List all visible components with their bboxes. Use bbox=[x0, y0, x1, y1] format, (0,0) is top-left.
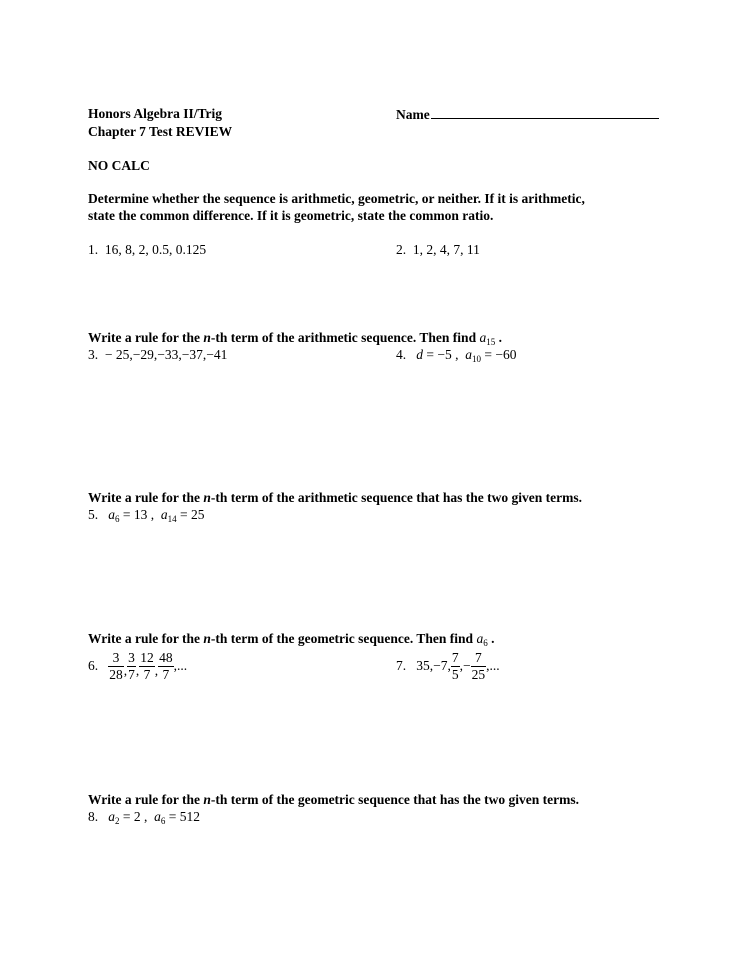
q8-term2-var: a bbox=[154, 809, 161, 824]
q7-ellipsis: ,... bbox=[486, 658, 500, 673]
question-4 bbox=[396, 347, 516, 364]
section2-instr-part2: -th term of the arithmetic sequence. Then find bbox=[210, 330, 480, 345]
section4-find-sub: 6 bbox=[483, 638, 488, 648]
section3-instr-n: n bbox=[203, 490, 211, 505]
q6-f2-denominator: 7 bbox=[128, 666, 135, 682]
section2-instruction bbox=[88, 330, 502, 347]
q5-term1-sub: 6 bbox=[115, 514, 120, 524]
section1-instruction-line1: Determine whether the sequence is arithmetic, geometric, or neither. If it is arithmetic, bbox=[88, 191, 585, 206]
name-label: Name bbox=[396, 107, 430, 122]
course-title: Honors Algebra II/Trig bbox=[88, 106, 223, 121]
q7-leading-terms: 35,−7, bbox=[416, 658, 451, 673]
q5-term2-var: a bbox=[160, 507, 168, 522]
section2-instr-end: . bbox=[495, 330, 502, 345]
q5-term2-value: = 25 bbox=[176, 507, 205, 522]
q1-number: 1. bbox=[88, 242, 99, 257]
q6-f1-numerator: 3 bbox=[108, 651, 124, 667]
q7-fraction-2 bbox=[471, 651, 487, 681]
calc-note: NO CALC bbox=[88, 158, 150, 173]
q8-term1-sub: 2 bbox=[115, 816, 120, 826]
q8-term1-var: a bbox=[108, 809, 115, 824]
section4-instr-end: . bbox=[487, 631, 495, 646]
q6-comma-3: , bbox=[154, 663, 159, 679]
q7-middle-sep: ,− bbox=[459, 658, 471, 673]
q4-number: 4. bbox=[396, 347, 407, 362]
q1-sequence: 16, 8, 2, 0.5, 0.125 bbox=[104, 242, 207, 257]
section4-instruction bbox=[88, 631, 494, 648]
q6-ellipsis: ,... bbox=[173, 658, 188, 673]
question-6 bbox=[88, 651, 187, 681]
question-8 bbox=[88, 809, 200, 826]
q6-f4-denominator: 7 bbox=[162, 666, 170, 682]
q4-d-var: d bbox=[416, 347, 423, 362]
section4-find-var: a bbox=[476, 631, 484, 646]
q3-sequence: − 25,−29,−33,−37,−41 bbox=[104, 347, 228, 362]
q6-f3-denominator: 7 bbox=[143, 666, 151, 682]
q7-f1-denominator: 5 bbox=[451, 666, 459, 682]
q5-term2-sub: 14 bbox=[167, 514, 177, 524]
q6-comma-1: , bbox=[123, 663, 128, 679]
q6-fraction-2 bbox=[127, 651, 136, 681]
section3-instr-part2: -th term of the arithmetic sequence that has the two given terms. bbox=[210, 490, 583, 505]
section1-instruction-line2: state the common difference. If it is geometric, state the common ratio. bbox=[88, 208, 494, 223]
q7-fraction-1 bbox=[451, 651, 460, 681]
q7-number: 7. bbox=[396, 658, 407, 673]
q4-a-sub: 10 bbox=[471, 354, 481, 364]
q7-f1-numerator: 7 bbox=[451, 650, 459, 665]
q6-comma-2: , bbox=[135, 663, 140, 679]
section2-find-sub: 15 bbox=[486, 337, 496, 347]
question-3 bbox=[88, 347, 227, 363]
q5-term1-var: a bbox=[108, 507, 115, 522]
question-2 bbox=[396, 242, 480, 258]
section5-instr-n: n bbox=[203, 792, 211, 807]
q6-f2-numerator: 3 bbox=[128, 650, 135, 665]
q2-number: 2. bbox=[396, 242, 407, 257]
q5-number: 5. bbox=[88, 507, 99, 522]
q6-number: 6. bbox=[88, 658, 99, 673]
q4-a-var: a bbox=[465, 347, 472, 362]
q8-term2-value: = 512 bbox=[165, 809, 200, 824]
section4-instr-n: n bbox=[203, 631, 211, 646]
section4-instr-part1: Write a rule for the bbox=[88, 631, 204, 646]
question-1 bbox=[88, 242, 206, 258]
question-5 bbox=[88, 507, 205, 524]
q6-fraction-4 bbox=[158, 651, 174, 681]
q7-f2-numerator: 7 bbox=[471, 651, 487, 667]
section2-instr-part1: Write a rule for the bbox=[88, 330, 204, 345]
q8-number: 8. bbox=[88, 809, 99, 824]
section5-instruction bbox=[88, 792, 579, 808]
q3-number: 3. bbox=[88, 347, 99, 362]
name-blank-line[interactable] bbox=[431, 106, 659, 119]
q5-term1-value: = 13 , bbox=[119, 507, 155, 522]
section3-instruction bbox=[88, 490, 582, 506]
section2-find-var: a bbox=[479, 330, 487, 345]
q4-a-value: = −60 bbox=[480, 347, 517, 362]
q6-f1-denominator: 28 bbox=[109, 666, 123, 682]
section5-instr-part1: Write a rule for the bbox=[88, 792, 204, 807]
q2-sequence: 1, 2, 4, 7, 11 bbox=[412, 242, 480, 257]
section3-instr-part1: Write a rule for the bbox=[88, 490, 204, 505]
q7-f2-denominator: 25 bbox=[471, 666, 486, 682]
q6-f4-numerator: 48 bbox=[159, 650, 173, 665]
name-field[interactable] bbox=[396, 106, 659, 123]
section2-instr-n: n bbox=[203, 330, 211, 345]
q6-f3-numerator: 12 bbox=[140, 650, 154, 665]
chapter-title: Chapter 7 Test REVIEW bbox=[88, 124, 233, 139]
q4-d-value: = −5 , bbox=[423, 347, 459, 362]
q8-term1-value: = 2 , bbox=[119, 809, 148, 824]
q6-fraction-1 bbox=[108, 651, 124, 681]
section5-instr-part2: -th term of the geometric sequence that has the two given terms. bbox=[210, 792, 580, 807]
q8-term2-sub: 6 bbox=[160, 816, 166, 826]
section4-instr-part2: -th term of the geometric sequence. Then find bbox=[210, 631, 477, 646]
q6-fraction-3 bbox=[139, 651, 155, 681]
question-7 bbox=[396, 651, 500, 681]
